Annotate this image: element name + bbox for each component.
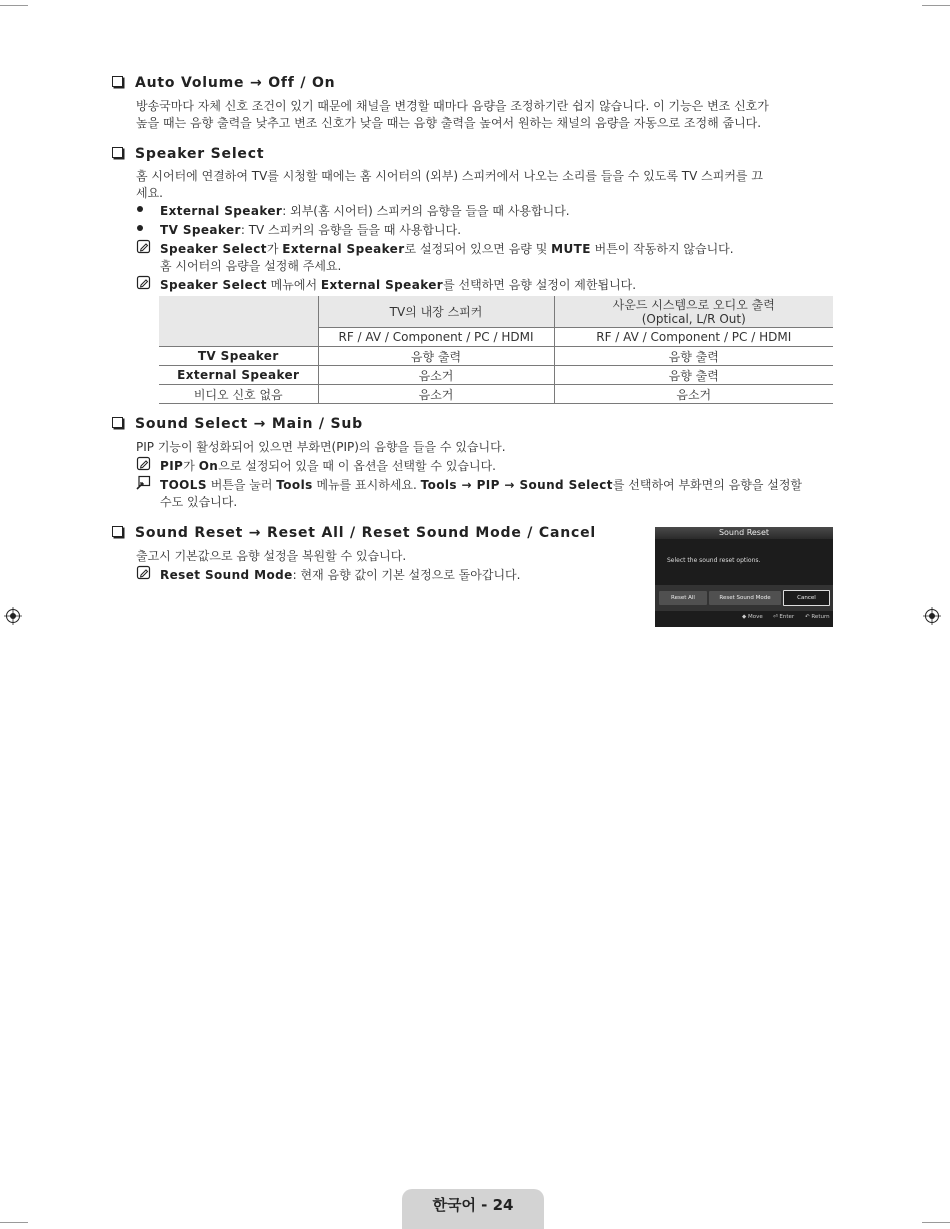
note-text: : 현재 음향 값이 기본 설정으로 돌아갑니다. — [292, 568, 521, 582]
tools-bold: Tools — [276, 478, 313, 492]
note-icon — [136, 239, 152, 255]
note-text: 메뉴에서 — [266, 278, 321, 292]
checkbox-icon — [112, 417, 123, 428]
osd-title: Sound Reset — [655, 527, 833, 539]
tools-bold: TOOLS — [160, 478, 207, 492]
note-bold: Reset Sound Mode — [160, 568, 293, 582]
tools-text: 메뉴를 표시하세요. — [312, 478, 421, 492]
sound-select-title: Sound Select → Main / Sub — [135, 416, 363, 432]
table-cell: 음소거 — [318, 366, 554, 385]
speaker-output-table — [159, 296, 833, 404]
note-pip-on — [160, 457, 496, 474]
note-icon — [136, 275, 152, 291]
registration-mark-icon — [923, 607, 941, 625]
table-header-tv-speaker: TV의 내장 스피커 — [318, 296, 554, 328]
section-title-sound-select — [112, 416, 363, 432]
tools-text: 를 선택하여 부화면의 음향을 설정할 — [612, 478, 803, 492]
auto-volume-desc-1: 방송국마다 자체 신호 조건이 있기 때문에 채널을 변경할 때마다 음량을 조정하기란 쉽지 않습니다. 이 기능은 변조 신호가 — [136, 99, 769, 113]
tools-tip — [160, 476, 802, 493]
note-bold: PIP — [160, 459, 184, 473]
osd-reset-sound-mode-button[interactable]: Reset Sound Mode — [709, 591, 781, 605]
crop-mark — [922, 5, 950, 6]
osd-footer-return — [805, 614, 830, 620]
page-number: 한국어 - 24 — [402, 1189, 544, 1229]
note-speaker-select-restrict — [160, 276, 636, 293]
sound-reset-osd-screenshot — [655, 527, 833, 627]
sound-select-desc: PIP 기능이 활성화되어 있으면 부화면(PIP)의 음향을 들을 수 있습니다. — [136, 440, 506, 454]
enter-icon: ⏎ — [773, 614, 780, 620]
tools-icon — [135, 475, 151, 491]
table-subheader-1: RF / AV / Component / PC / HDMI — [318, 328, 554, 347]
bullet-external-speaker-label: External Speaker — [160, 204, 283, 218]
note-bold: MUTE — [551, 242, 591, 256]
bullet-tv-speaker-label: TV Speaker — [160, 223, 241, 237]
osd-footer-enter — [773, 614, 794, 620]
table-subheader-2: RF / AV / Component / PC / HDMI — [554, 328, 833, 347]
note-text: 버튼이 작동하지 않습니다. — [590, 242, 734, 256]
table-row — [159, 385, 833, 404]
note-icon — [136, 565, 152, 581]
bullet-icon — [137, 225, 143, 231]
checkbox-icon — [112, 526, 123, 537]
table-header-sound-system-line2: (Optical, L/R Out) — [641, 311, 746, 326]
crop-mark — [0, 5, 28, 6]
note-text: 로 설정되어 있으면 음량 및 — [404, 242, 552, 256]
note-bold: On — [198, 459, 219, 473]
table-cell: 음소거 — [554, 385, 833, 404]
note-text: 가 — [266, 242, 283, 256]
note-bold: External Speaker — [282, 242, 405, 256]
table-header-sound-system — [554, 296, 833, 328]
table-row-label: 비디오 신호 없음 — [159, 385, 318, 404]
crop-mark — [922, 1222, 950, 1223]
crop-mark — [0, 1222, 28, 1223]
return-icon: ↶ — [805, 614, 812, 620]
checkbox-icon — [112, 147, 123, 158]
table-row-label: TV Speaker — [159, 347, 318, 366]
bullet-external-speaker-text: : 외부(홈 시어터) 스피커의 음향을 들을 때 사용합니다. — [282, 204, 570, 218]
table-row — [159, 347, 833, 366]
speaker-select-desc-1: 홈 시어터에 연결하여 TV를 시청할 때에는 홈 시어터의 (외부) 스피커에서 나오는 소리를 들을 수 있도록 TV 스피커를 끄 — [136, 169, 763, 183]
osd-footer-return-label: Return — [811, 614, 830, 620]
speaker-select-title: Speaker Select — [135, 146, 265, 162]
table-header-sound-system-line1: 사운드 시스템으로 오디오 출력 — [612, 297, 775, 312]
table-cell: 음향 출력 — [554, 347, 833, 366]
tools-bold: Tools → PIP → Sound Select — [420, 478, 613, 492]
osd-cancel-button[interactable]: Cancel — [783, 590, 830, 606]
note-reset-sound-mode — [160, 566, 520, 583]
osd-footer-enter-label: Enter — [779, 614, 795, 620]
bullet-icon — [137, 206, 143, 212]
sound-reset-title: Sound Reset → Reset All / Reset Sound Mode / Cancel — [135, 525, 596, 541]
note-text: 가 — [183, 459, 199, 473]
tools-tip-line2: 수도 있습니다. — [160, 495, 238, 509]
section-title-auto-volume — [112, 75, 335, 91]
speaker-select-desc-2: 세요. — [136, 186, 163, 200]
checkbox-icon — [112, 76, 123, 87]
registration-mark-icon — [4, 607, 22, 625]
osd-footer-move — [742, 614, 763, 620]
note-icon — [136, 456, 152, 472]
osd-footer-move-label: Move — [747, 614, 763, 620]
table-cell: 음향 출력 — [554, 366, 833, 385]
note-bold: External Speaker — [320, 278, 444, 292]
section-title-sound-reset — [112, 525, 596, 541]
table-row-label: External Speaker — [159, 366, 318, 385]
bullet-tv-speaker — [160, 221, 461, 238]
auto-volume-desc-2: 높을 때는 음향 출력을 낮추고 변조 신호가 낮을 때는 음향 출력을 높여서 원하는 채널의 음량을 자동으로 조정해 줍니다. — [136, 116, 762, 130]
tools-text: 버튼을 눌러 — [206, 478, 277, 492]
move-icon: ◆ — [742, 614, 748, 620]
table-row — [159, 366, 833, 385]
note-speaker-select-mute — [160, 240, 734, 257]
table-cell: 음향 출력 — [318, 347, 554, 366]
note-text: 으로 설정되어 있을 때 이 옵션을 선택할 수 있습니다. — [218, 459, 496, 473]
note-bold: Speaker Select — [160, 242, 267, 256]
bullet-external-speaker — [160, 202, 570, 219]
note-bold: Speaker Select — [160, 278, 267, 292]
note-text: 를 선택하면 음향 설정이 제한됩니다. — [443, 278, 637, 292]
osd-reset-all-button[interactable]: Reset All — [659, 591, 707, 605]
table-header-row — [159, 296, 833, 328]
note-speaker-select-line2: 홈 시어터의 음량을 설정해 주세요. — [160, 259, 342, 273]
auto-volume-title: Auto Volume → Off / On — [135, 75, 336, 91]
section-title-speaker-select — [112, 146, 264, 162]
sound-reset-desc: 출고시 기본값으로 음향 설정을 복원할 수 있습니다. — [136, 549, 407, 563]
bullet-tv-speaker-text: : TV 스피커의 음향을 들을 때 사용합니다. — [240, 223, 462, 237]
osd-message: Select the sound reset options. — [667, 557, 761, 564]
table-cell: 음소거 — [318, 385, 554, 404]
table-header-blank — [159, 296, 318, 347]
